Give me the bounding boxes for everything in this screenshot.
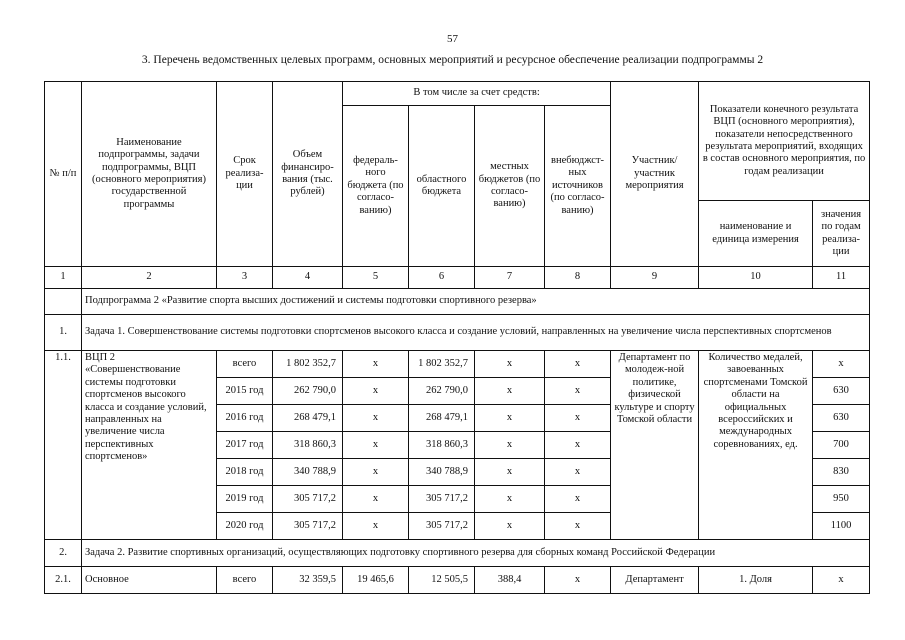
row-federal: x [343, 405, 409, 432]
row-indicator-value: 950 [813, 486, 870, 513]
task1-row [45, 315, 870, 351]
row-term: 2016 год [217, 405, 273, 432]
column-numbers-row [45, 267, 870, 289]
program-indicator: Количество медалей, завоеванных спортсменами Томской области на официальных всероссийских и международных соревнованиях, ед. [699, 351, 813, 540]
header-sources-group: В том числе за счет средств: [343, 82, 611, 106]
header-term: Срок реализа-ции [217, 82, 273, 267]
header-indicator-values: значения по годам реализа-ции [813, 201, 870, 267]
row-indicator-value: 630 [813, 405, 870, 432]
header-indicator-name: наименование и единица измерения [699, 201, 813, 267]
subprogram-title: Подпрограмма 2 «Развитие спорта высших достижений и системы подготовки спортивного резерва» [82, 289, 870, 315]
row-local: x [475, 405, 545, 432]
col-number: 1 [45, 267, 82, 289]
header-regional: областного бюджета [409, 106, 475, 267]
row-federal: x [343, 513, 409, 540]
row-extra: x [545, 351, 611, 378]
row-term: 2017 год [217, 432, 273, 459]
row-2-1 [45, 567, 870, 594]
row-term: 2018 год [217, 459, 273, 486]
row-federal: x [343, 459, 409, 486]
program-num: 1.1. [45, 351, 82, 540]
row-local: x [475, 351, 545, 378]
subprogram-num-cell [45, 289, 82, 315]
program-row [45, 351, 870, 378]
row-federal: x [343, 486, 409, 513]
row-volume: 340 788,9 [273, 459, 343, 486]
row-extra: x [545, 486, 611, 513]
row-local: x [475, 432, 545, 459]
subprogram-row [45, 289, 870, 315]
row-volume: 262 790,0 [273, 378, 343, 405]
task2-num: 2. [45, 540, 82, 567]
header-row-1 [45, 82, 870, 106]
row-federal: x [343, 351, 409, 378]
row21-num: 2.1. [45, 567, 82, 594]
task2-text: Задача 2. Развитие спортивных организаций, осуществляющих подготовку спортивного резерва для сборных команд Российской Федерации [82, 540, 870, 567]
program-name: ВЦП 2 «Совершенствование системы подготовки спортсменов высокого класса и создание условий, направленных на увеличение числа перспективных спортсменов» [82, 351, 217, 540]
row-regional: 1 802 352,7 [409, 351, 475, 378]
row-term: 2020 год [217, 513, 273, 540]
header-extra: внебюджст-ных источников (по согласо-ванию) [545, 106, 611, 267]
col-number: 10 [699, 267, 813, 289]
row-term: всего [217, 351, 273, 378]
row21-participant: Департамент [611, 567, 699, 594]
col-number: 9 [611, 267, 699, 289]
row-regional: 262 790,0 [409, 378, 475, 405]
row21-value: x [813, 567, 870, 594]
row-indicator-value: 630 [813, 378, 870, 405]
col-number: 3 [217, 267, 273, 289]
row-volume: 1 802 352,7 [273, 351, 343, 378]
row-regional: 340 788,9 [409, 459, 475, 486]
row21-name: Основное [82, 567, 217, 594]
row21-indicator: 1. Доля [699, 567, 813, 594]
header-volume: Объем финансиро-вания (тыс. рублей) [273, 82, 343, 267]
col-number: 2 [82, 267, 217, 289]
page-number: 57 [447, 33, 458, 45]
header-name: Наименование подпрограммы, задачи подпрограммы, ВЦП (основного мероприятия) государственной программы [82, 82, 217, 267]
row21-regional: 12 505,5 [409, 567, 475, 594]
row-indicator-value: 830 [813, 459, 870, 486]
row-term: 2019 год [217, 486, 273, 513]
row-regional: 268 479,1 [409, 405, 475, 432]
document-title: 3. Перечень ведомственных целевых программ, основных мероприятий и ресурсное обеспечение реализации подпрограммы 2 [141, 54, 764, 66]
header-indicators-group: Показатели конечного результата ВЦП (основного мероприятия), показатели непосредственного результата мероприятий, входящих в состав основного мероприятия, по годам реализации [699, 82, 870, 201]
row-indicator-value: x [813, 351, 870, 378]
col-number: 7 [475, 267, 545, 289]
row-regional: 305 717,2 [409, 486, 475, 513]
row-term: 2015 год [217, 378, 273, 405]
row-extra: x [545, 405, 611, 432]
row-regional: 318 860,3 [409, 432, 475, 459]
col-number: 8 [545, 267, 611, 289]
row-indicator-value: 700 [813, 432, 870, 459]
col-number: 11 [813, 267, 870, 289]
row-volume: 305 717,2 [273, 486, 343, 513]
row-volume: 318 860,3 [273, 432, 343, 459]
row21-volume: 32 359,5 [273, 567, 343, 594]
row-local: x [475, 513, 545, 540]
header-participant: Участник/ участник мероприятия [611, 82, 699, 267]
header-num: № п/п [45, 82, 82, 267]
col-number: 5 [343, 267, 409, 289]
row-volume: 268 479,1 [273, 405, 343, 432]
row21-local: 388,4 [475, 567, 545, 594]
row-local: x [475, 486, 545, 513]
row-local: x [475, 378, 545, 405]
program-table [44, 81, 870, 594]
row-local: x [475, 459, 545, 486]
row-extra: x [545, 459, 611, 486]
row21-extra: x [545, 567, 611, 594]
row-federal: x [343, 378, 409, 405]
row-volume: 305 717,2 [273, 513, 343, 540]
row21-term: всего [217, 567, 273, 594]
header-local: местных бюджетов (по согласо-ванию) [475, 106, 545, 267]
task1-text: Задача 1. Совершенствование системы подготовки спортсменов высокого класса и создание условий, направленных на увеличение числа перспективных спортсменов [82, 315, 870, 351]
row-indicator-value: 1100 [813, 513, 870, 540]
program-participant: Департамент по молодеж-ной политике, физической культуре и спорту Томской области [611, 351, 699, 540]
row-federal: x [343, 432, 409, 459]
row-extra: x [545, 378, 611, 405]
row-extra: x [545, 432, 611, 459]
task1-num: 1. [45, 315, 82, 351]
row-extra: x [545, 513, 611, 540]
col-number: 6 [409, 267, 475, 289]
row21-federal: 19 465,6 [343, 567, 409, 594]
col-number: 4 [273, 267, 343, 289]
header-federal: федераль-ного бюджета (по согласо-ванию) [343, 106, 409, 267]
row-regional: 305 717,2 [409, 513, 475, 540]
task2-row [45, 540, 870, 567]
